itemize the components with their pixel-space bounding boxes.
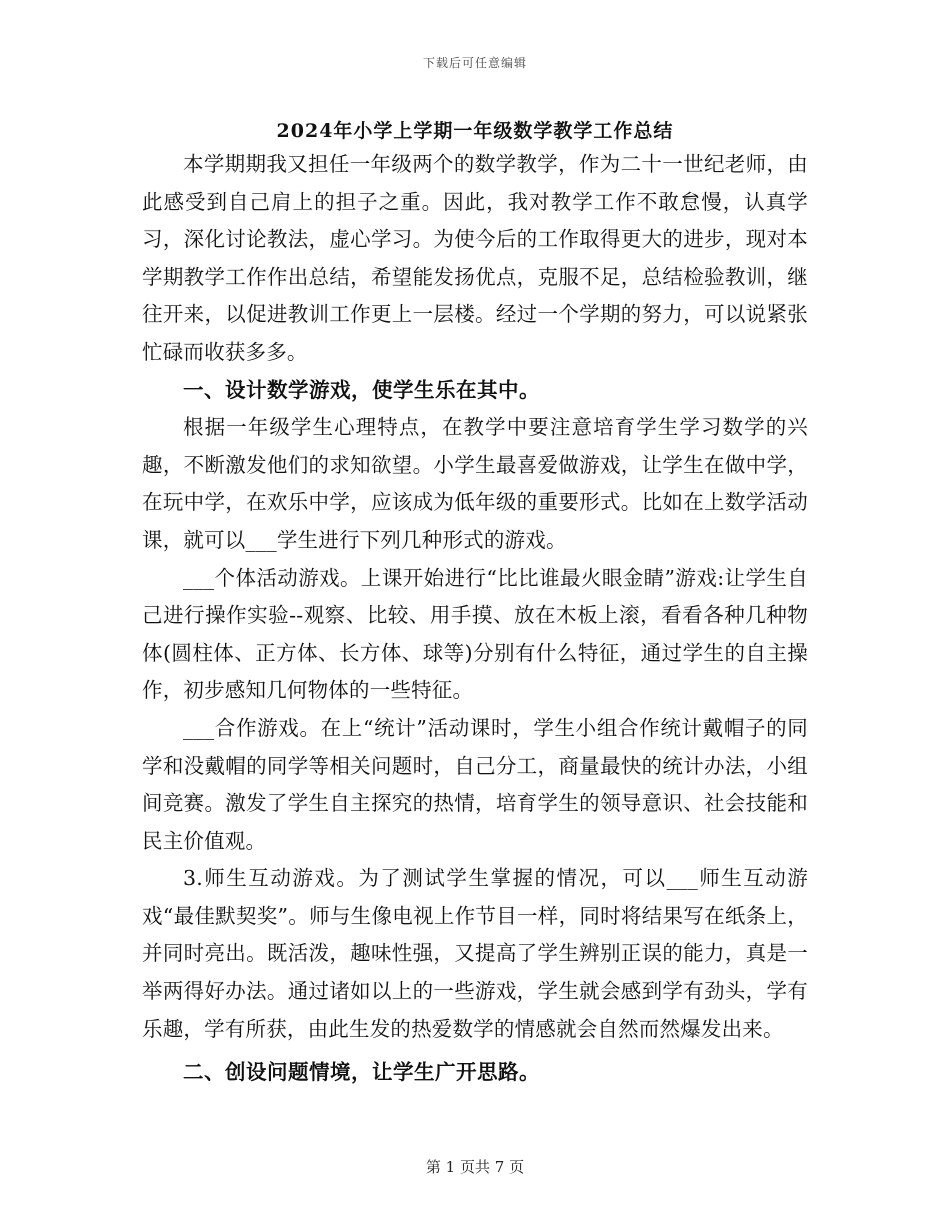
header-note: 下载后可任意编辑 <box>422 56 527 70</box>
section1-paragraph-2: ___个体活动游戏。上课开始进行“比比谁最火眼金睛”游戏:让学生自己进行操作实验--观察、比较、用手摸、放在木板上滚，看看各种几种物体(圆柱体、正方体、长方体、球等)分别有什么特征，通过学生的自主操作，初步感知几何物体的一些特征。 <box>142 565 808 703</box>
document-title: 2024年小学上学期一年级数学教学工作总结 <box>276 120 674 142</box>
section-heading-2: 二、创设问题情境，让学生广开思路。 <box>183 1060 540 1085</box>
section1-paragraph-4: 3.师生互动游戏。为了测试学生掌握的情况，可以___师生互动游戏“最佳默契奖”。师与生像电视上作节目一样，同时将结果写在纸条上，并同时亮出。既活泼，趣味性强，又提高了学生辨别正误的能力，真是一举两得好办法。通过诸如以上的一些游戏，学生就会感到学有劲头，学有乐趣，学有所获，由此生发的热爱数学的情感就会自然而然爆发出来。 <box>142 866 808 1041</box>
section1-paragraph-1: 根据一年级学生心理特点，在教学中要注意培育学生学习数学的兴趣，不断激发他们的求知欲望。小学生最喜爱做游戏，让学生在做中学，在玩中学，在欢乐中学，应该成为低年级的重要形式。比如在上数学活动课，就可以___学生进行下列几种形式的游戏。 <box>142 415 808 552</box>
section1-paragraph-3: ___合作游戏。在上“统计”活动课时，学生小组合作统计戴帽子的同学和没戴帽的同学等相关问题时，自己分工，商量最快的统计办法，小组间竞赛。激发了学生自主探究的热情，培育学生的领导意识、社会技能和民主价值观。 <box>142 715 808 853</box>
page-footer: 第 1 页共 7 页 <box>425 1158 525 1176</box>
intro-paragraph: 本学期期我又担任一年级两个的数学教学，作为二十一世纪老师，由此感受到自己肩上的担子之重。因此，我对教学工作不敢怠慢，认真学习，深化讨论教法，虚心学习。为使今后的工作取得更大的进步，现对本学期教学工作作出总结，希望能发扬优点，克服不足，总结检验教训，继往开来，以促进教训工作更上一层楼。经过一个学期的努力，可以说紧张忙碌而收获多多。 <box>142 152 808 364</box>
section-heading-1: 一、设计数学游戏，使学生乐在其中。 <box>183 377 540 402</box>
document-body <box>142 146 808 1092</box>
